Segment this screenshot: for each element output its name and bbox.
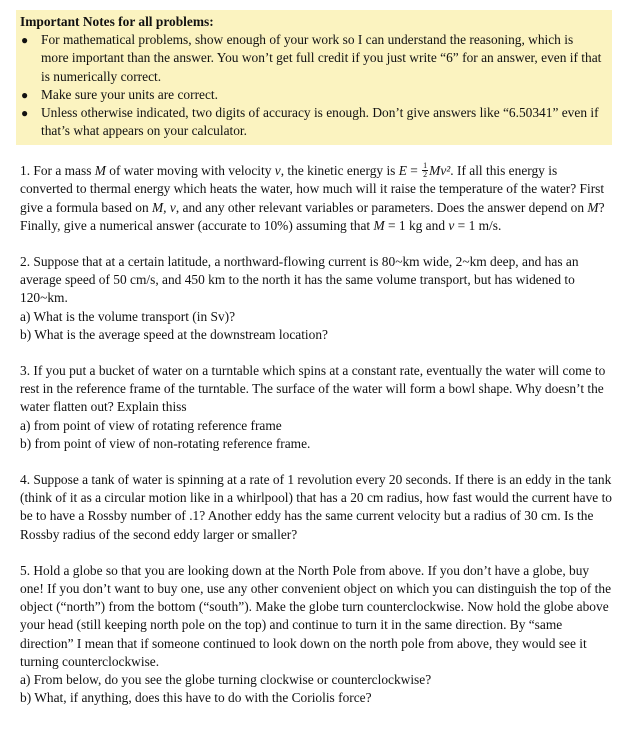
bullet-icon: ●: [21, 87, 29, 102]
problem-1: [20, 162, 612, 235]
problem-3: [20, 362, 612, 453]
problem-3-part-b: b) from point of view of non-rotating reference frame.: [20, 435, 311, 451]
note-item: [16, 31, 612, 86]
notes-list: [16, 31, 612, 140]
problem-3-part-a: a) from point of view of rotating reference frame: [20, 417, 282, 433]
notes-title: Important Notes for all problems:: [20, 14, 214, 29]
bullet-icon: ●: [21, 106, 29, 121]
problem-2-part-b: b) What is the average speed at the downstream location?: [20, 326, 328, 342]
problem-4: [20, 471, 612, 544]
fraction-one-half: $\frac{1}{2}$: [423, 161, 428, 180]
problem-2: [20, 253, 612, 344]
problem-5: [20, 562, 612, 708]
problem-2-text: 2. Suppose that at a certain latitude, a northward-flowing current is 80~km wide, 2~km deep, and has an average speed of 50 cm/s, and 450 km to the north it has the same volume transport, but has widened to 120~km.: [20, 254, 579, 306]
note-item: [16, 86, 612, 104]
problem-list: [20, 162, 612, 726]
note-text: Unless otherwise indicated, two digits of accuracy is enough. Don’t give answers like “6.50341” even if that’s what appears on your calculator.: [41, 105, 599, 139]
problem-5-part-b: b) What, if anything, does this have to do with the Coriolis force?: [20, 690, 372, 706]
problem-3-text: 3. If you put a bucket of water on a turntable which spins at a constant rate, eventually the water will come to rest in the reference frame of the turntable. The surface of the water will form a bowl shape. Why doesn’t the water flatten out? Explain thiss: [20, 363, 606, 415]
problem-2-part-a: a) What is the volume transport (in Sv)?: [20, 308, 236, 324]
problem-5-part-a: a) From below, do you see the globe turning clockwise or counterclockwise?: [20, 672, 432, 688]
note-item: [16, 104, 612, 140]
note-text: For mathematical problems, show enough of your work so I can understand the reasoning, which is more important than the answer. You won’t get full credit if you just write “6” for an answer, even if that is numerically correct.: [41, 32, 602, 84]
bullet-icon: ●: [21, 33, 29, 48]
problem-4-text: 4. Suppose a tank of water is spinning at a rate of 1 revolution every 20 seconds. If there is an eddy in the tank (think of it as a circular motion like in a whirlpool) that has a 20 cm radius, how fast would the current have to be to have a Rossby number of .1? Another eddy has the same current velocity but a radius of 30 cm. Is the Rossby radius of the second eddy larger or smaller?: [20, 472, 613, 542]
important-notes-box: [16, 10, 612, 145]
note-text: Make sure your units are correct.: [41, 86, 218, 102]
problem-1-text: 1. For a mass M of water moving with velocity v, the kinetic energy is E = $\frac{1}{2}$ Mv². If all this energy is converted to thermal energy which heats the water, how much will it raise the temperature of the water? First give a formula based on M, v, and any other relevant variables or parameters. Does the answer depend on M? Finally, give a numerical answer (accurate to 10%) assuming that M = 1 kg and v = 1 m/s.: [20, 161, 605, 233]
problem-5-text: 5. Hold a globe so that you are looking down at the North Pole from above. If you don’t have a globe, buy one! If you don’t want to buy one, use any other convenient object on which you can distinguish the top of the object (“north”) from the bottom (“south”). Make the globe turn counterclockwise. Now hold the globe above your head (still keeping north pole on the top) and continue to turn it in the same direction. By “same direction” I mean that if someone continued to look down on the north pole from above, they would see it turning counterclockwise.: [20, 562, 612, 669]
